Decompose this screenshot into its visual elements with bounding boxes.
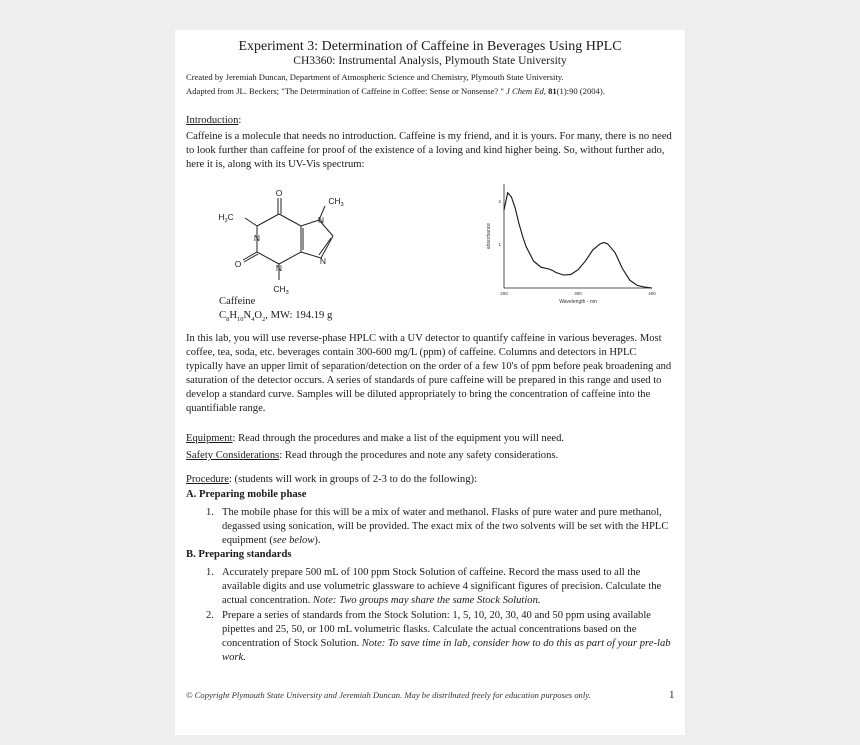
adapted-suffix: (1):90 (2004). (556, 86, 605, 96)
created-by-line: Created by Jeremiah Duncan, Department of Atmospheric Science and Chemistry, Plymouth State University. (186, 72, 564, 82)
methyl-top (328, 196, 343, 208)
methyl-left-c: C (227, 212, 234, 222)
list-item-italic: see below (272, 535, 315, 546)
copyright-footer: © Copyright Plymouth State University and Jeremiah Duncan. May be distributed freely for education purposes only. (186, 690, 591, 700)
equipment-label: Equipment (186, 433, 233, 444)
procedure-text: : (students will work in groups of 2-3 to do the following): (228, 474, 478, 485)
formula-mw: , MW: 194.19 g (265, 310, 333, 321)
methyl-top-ch: CH (328, 196, 341, 206)
safety-text: : Read through the procedures and note any safety considerations. (279, 450, 559, 461)
formula-o-sub: 2 (262, 316, 266, 324)
methyl-top-sub: 3 (340, 202, 344, 208)
safety-line (186, 449, 676, 463)
x-tick-label: 200 (500, 291, 508, 296)
list-item-number: 1. (206, 507, 214, 518)
list-item-text (222, 566, 676, 608)
lab-overview-paragraph: In this lab, you will use reverse-phase HPLC with a UV detector to quantify caffeine in various beverages. Most coffee, tea, soda, etc. beverages contain 300-600 mg/L (ppm) of caffeine. Columns and detectors in HPLC typically have an upper limit of separation/detection on the order of a few 10's of ppm before peak broadening and saturation of the detector occurs. A series of standards of pure caffeine will be prepared in this range and used to develop a standard curve. Samples will be diluted appropriately to bring the concentration of caffeine into the quantifiable range. (186, 333, 672, 414)
formula-h: H (229, 310, 237, 321)
caffeine-name: Caffeine (219, 296, 256, 307)
formula-n-sub: 4 (251, 316, 255, 324)
document-page (175, 30, 685, 735)
intro-heading-label: Introduction (186, 115, 239, 126)
list-item-text (222, 609, 676, 665)
uv-vis-spectrum-chart (482, 176, 660, 308)
page-title: Experiment 3: Determination of Caffeine in Beverages Using HPLC (238, 39, 622, 54)
atom-o-left: O (234, 259, 242, 269)
caffeine-formula (219, 310, 332, 323)
caffeine-structure-diagram (215, 188, 365, 306)
formula-n: N (243, 310, 252, 321)
formula-c: C (219, 310, 227, 321)
formula-o: O (254, 310, 263, 321)
y-axis-label: absorbance (486, 222, 492, 250)
adapted-from-line: Adapted from JL. Beckers; "The Determination of Caffeine in Coffee: Sense or Nonsense? " J Chem Ed, 81(1):90 (2004). (186, 86, 605, 96)
adapted-prefix: Adapted from JL. Beckers; "The Determination of Caffeine in Coffee: Sense or Nonsense? " (186, 86, 504, 96)
list-item-italic: Note: To save time in lab, consider how to do this as part of your pre-lab work. (222, 638, 671, 663)
list-item-body: Accurately prepare 500 mL of 100 ppm Stock Solution of caffeine. Record the mass used to all the available digits and use volumetric glassware to achieve 4 significant figures of precision. Calculate the actual concentration. (222, 567, 662, 606)
methyl-left-sub: 3 (224, 218, 228, 224)
intro-heading: Introduction: (186, 115, 242, 126)
list-item-number: 1. (206, 567, 214, 578)
list-item-body: The mobile phase for this will be a mix of water and methanol. Flasks of pure water and pure methanol, degassed using sonication, will be provided. The exact mix of the two solvents will be set with the HPLC equipment ( (222, 507, 669, 546)
x-axis-label: Wavelength - nm (559, 299, 597, 305)
safety-label: Safety Considerations (186, 450, 280, 461)
list-item-text (222, 506, 676, 548)
section-a-heading: A. Preparing mobile phase (186, 489, 307, 500)
methyl-bottom (273, 284, 288, 296)
formula-h-sub: 10 (236, 316, 244, 324)
x-tick-label: 300 (574, 291, 582, 296)
list-item-number: 2. (206, 610, 214, 621)
adapted-journal: J Chem Ed (506, 86, 544, 96)
atom-n7: N (317, 215, 325, 225)
formula-c-sub: 8 (226, 316, 230, 324)
atom-n9: N (319, 256, 327, 266)
equipment-line (186, 432, 676, 446)
adapted-volume: 81 (548, 86, 557, 96)
methyl-bottom-sub: 3 (285, 290, 289, 296)
atom-o-top: O (275, 188, 283, 198)
list-item-body: Prepare a series of standards from the Stock Solution: 1, 5, 10, 20, 30, 40 and 50 ppm using available pipettes and 25, 50, or 100 mL volumetric flasks. Calculate the actual concentrations based on the concentration of Stock Solution. (222, 610, 651, 649)
atom-n1: N (253, 233, 261, 243)
x-tick-label: 400 (648, 291, 656, 296)
section-b-heading: B. Preparing standards (186, 549, 292, 560)
y-tick-label: 2 (498, 198, 501, 204)
equipment-text: : Read through the procedures and make a list of the equipment you will need. (232, 433, 565, 444)
intro-paragraph: Caffeine is a molecule that needs no introduction. Caffeine is my friend, and it is yours. For many, there is no need to look further than caffeine for proof of the existence of a loving and kind higher being. So, without further ado, here it is, along with its UV-Vis spectrum: (186, 131, 672, 170)
procedure-line (186, 473, 676, 487)
page-number: 1 (669, 689, 675, 701)
methyl-bottom-ch: CH (273, 284, 286, 294)
list-item-end: ). (314, 535, 321, 546)
methyl-left (218, 212, 233, 224)
y-tick-label: 1 (498, 242, 501, 248)
methyl-left-h: H (218, 212, 225, 222)
atom-n3: N (275, 263, 283, 273)
procedure-label: Procedure (186, 474, 229, 485)
list-item-italic: Note: Two groups may share the same Stock Solution. (312, 595, 541, 606)
course-subtitle: CH3360: Instrumental Analysis, Plymouth State University (293, 55, 567, 67)
